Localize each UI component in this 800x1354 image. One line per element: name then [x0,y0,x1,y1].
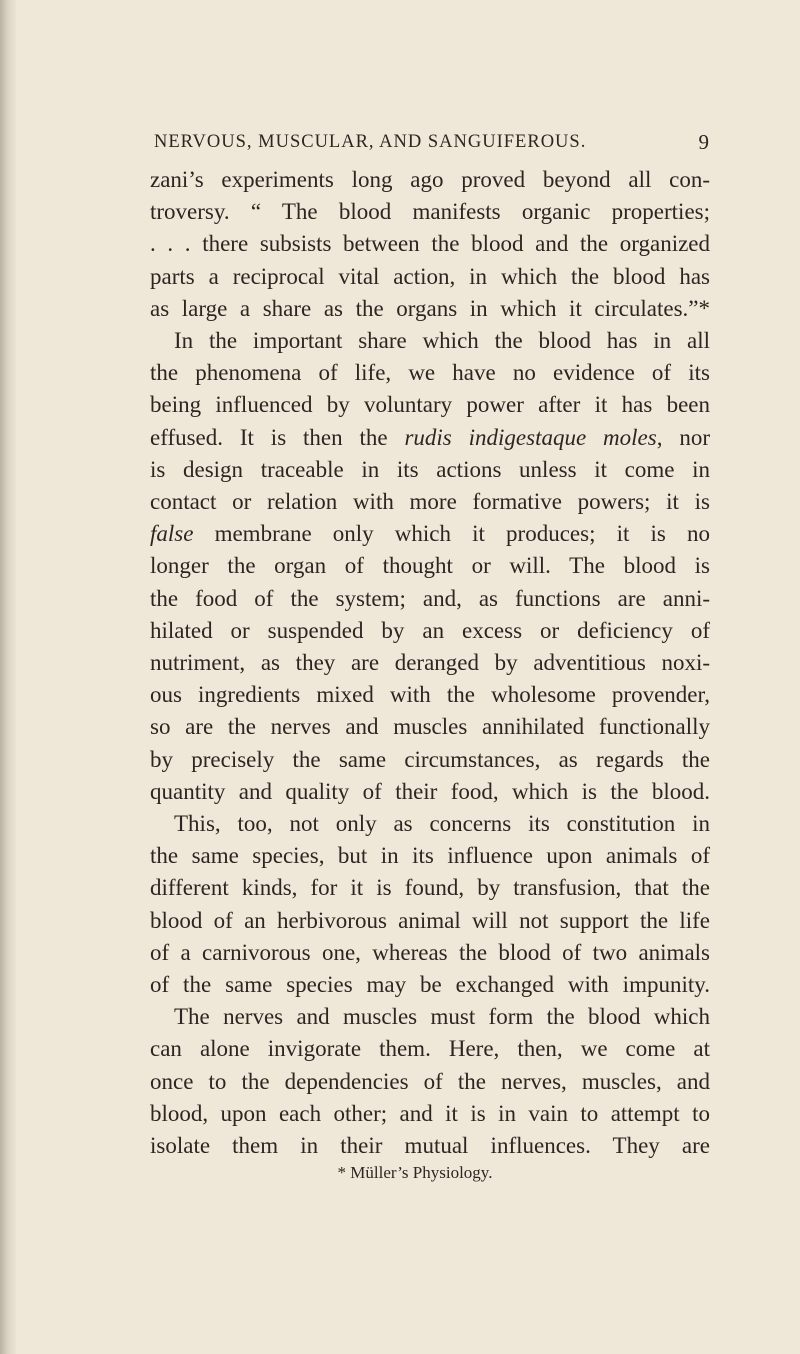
text-line: The nerves and muscles must form the blood which [174,1004,710,1030]
page-number: 9 [698,130,710,154]
text-line [150,422,710,454]
text-line: blood of an herbivorous animal will not support the life [150,907,710,933]
text-line: of the same species may be exchanged with impunity. [150,972,710,998]
text-line: longer the organ of thought or will. The blood is [150,553,710,579]
text-line [150,518,710,550]
text-line: the phenomena of life, we have no evidence of its [150,360,710,386]
text-line: hilated or suspended by an excess or deficiency of [150,617,710,643]
text-line: once to the dependencies of the nerves, muscles, and [150,1068,710,1094]
text-line: zani’s experiments long ago proved beyond all con- [150,167,710,192]
text-line: different kinds, for it is found, by transfusion, that the [150,875,710,901]
text-line: as large a share as the organs in which it circulates.”* [150,295,710,321]
text-line: the food of the system; and, as functions are anni- [150,585,710,611]
text-line: nutriment, as they are deranged by adventitious noxi- [150,650,710,676]
italic-word: false [150,521,194,547]
latin-phrase: rudis indigestaque moles [404,424,657,450]
text-line: quantity and quality of their food, which is the blood. [150,778,710,804]
running-head-title: NERVOUS, MUSCULAR, AND SANGUIFEROUS. [154,132,587,152]
text-line: is design traceable in its actions unless it come in [150,456,710,482]
text-line: so are the nerves and muscles annihilated functionally [150,714,710,740]
text-line: of a carnivorous one, whereas the blood of two animals [150,939,710,965]
text-line: being influenced by voluntary power after it has been [150,392,710,418]
body-text [150,164,710,1162]
text-line: isolate them in their mutual influences. They are [150,1133,710,1159]
text-line: In the important share which the blood has in all [174,328,710,354]
running-head [150,132,710,162]
text-line: can alone invigorate them. Here, then, we come at [150,1036,710,1062]
text-line: by precisely the same circumstances, as regards the [150,746,710,772]
text-line: This, too, not only as concerns its constitution in [174,811,710,837]
text-line: contact or relation with more formative powers; it is [150,489,710,515]
footnote: * Müller’s Physiology. [337,1163,493,1183]
text-segment: , nor [656,424,710,450]
text-line: ous ingredients mixed with the wholesome provender, [150,682,710,708]
text-segment: membrane only which it produces; it is no [193,521,710,547]
text-line: troversy. “ The blood manifests organic properties; [150,199,710,225]
text-line: . . . there subsists between the blood and the organized [150,231,710,257]
book-page [150,132,710,1184]
text-line: parts a reciprocal vital action, in which the blood has [150,263,710,289]
page-binding-edge [0,0,16,1354]
text-line: blood, upon each other; and it is in vain to attempt to [150,1100,710,1126]
text-line: the same species, but in its influence upon animals of [150,843,710,869]
text-segment: effused. It is then the [150,424,405,450]
